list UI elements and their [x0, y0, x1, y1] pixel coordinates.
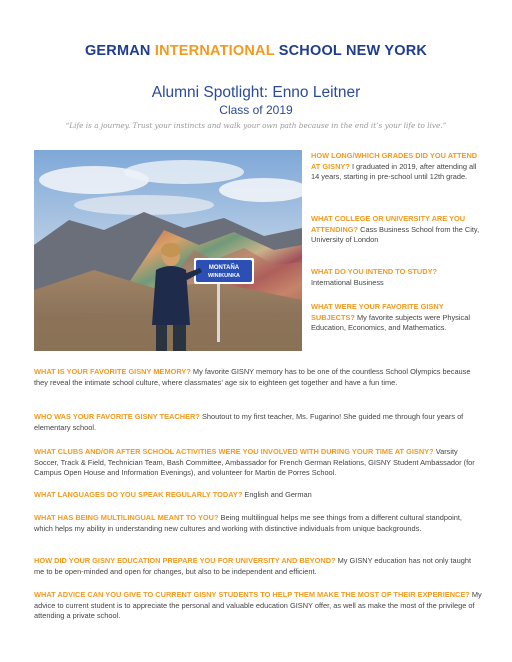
question-study: WHAT DO YOU INTEND TO STUDY?	[311, 267, 438, 276]
mountain-landscape-image	[34, 150, 302, 351]
question-advice: WHAT ADVICE CAN YOU GIVE TO CURRENT GISNY STUDENTS TO HELP THEM MAKE THE MOST OF THEIR EXPERIENCE?	[34, 590, 470, 599]
question-memory: WHAT IS YOUR FAVORITE GISNY MEMORY?	[34, 367, 191, 376]
answer-languages: English and German	[244, 490, 312, 499]
sign-line-2: WINIKUNKA	[207, 273, 241, 279]
answer-college: Cass Business School from the City, University of London	[311, 224, 480, 245]
qa-memory	[34, 367, 482, 388]
school-name-part2: INTERNATIONAL	[154, 43, 275, 59]
question-clubs: WHAT CLUBS AND/OR AFTER SCHOOL ACTIVITIES WERE YOU INVOLVED WITH DURING YOUR TIME AT GISNY?	[34, 447, 434, 456]
qa-study	[311, 267, 486, 288]
school-name-part3: SCHOOL NEW YORK	[278, 43, 428, 59]
question-college: WHAT COLLEGE OR UNIVERSITY ARE YOU ATTENDING?	[311, 214, 466, 234]
question-grades: HOW LONG/WHICH GRADES DID YOU ATTEND AT GISNY?	[311, 151, 478, 171]
answer-study: International Business	[311, 277, 384, 287]
page-title: Alumni Spotlight: Enno Leitner	[151, 84, 361, 101]
class-year: Class of 2019	[219, 103, 293, 117]
question-teacher: WHO WAS YOUR FAVORITE GISNY TEACHER?	[34, 412, 200, 421]
question-preparation: HOW DID YOUR GISNY EDUCATION PREPARE YOU FOR UNIVERSITY AND BEYOND?	[34, 556, 336, 565]
qa-advice	[34, 590, 482, 622]
qa-preparation	[34, 556, 482, 577]
qa-subjects	[311, 302, 486, 334]
school-name	[0, 43, 512, 59]
answer-memory: My favorite GISNY memory has to be one of the countless School Olympics because they reveal the intimate school culture, where classmates’ age six to eighteen get together and have a fun time.	[34, 367, 471, 387]
qa-teacher	[34, 412, 482, 433]
answer-multilingual: Being multilingual helps me see things from a different cultural standpoint, which helps my ability in understanding new cultures and working with distinctive individuals from unique backgrounds.	[34, 513, 462, 533]
answer-clubs: Varsity Soccer, Track & Field, Technician Team, Bash Committee, Ambassador for French German Relations, GISNY Student Ambassador (for Campus Open House and Information Evenings), and volunteer for Martin de Porres School.	[34, 447, 475, 478]
answer-teacher: Shoutout to my first teacher, Ms. Fugarino! She guided me through four years of elementary school.	[34, 412, 464, 432]
quote: “Life is a journey. Trust your instincts and walk your own path because in the end it’s your life to live.”	[65, 121, 447, 130]
question-subjects: WHAT WERE YOUR FAVORITE GISNY SUBJECTS?	[311, 302, 444, 322]
qa-languages	[34, 490, 482, 501]
question-languages: WHAT LANGUAGES DO YOU SPEAK REGULARLY TODAY?	[34, 490, 243, 499]
sign-line-1: MONTAÑA	[208, 265, 240, 271]
answer-advice: My advice to current student is to appreciate the personal and valuable education GISNY offer, as well as make the most of the privilege of attending a private school.	[34, 590, 482, 621]
answer-preparation: My GISNY education has not only taught me to be open-minded and open for changes, but also to be independent and efficient.	[34, 556, 471, 576]
answer-subjects: My favorite subjects were Physical Education, Economics, and Mathematics.	[311, 312, 470, 333]
qa-clubs	[34, 447, 482, 479]
alumni-photo	[34, 150, 302, 351]
school-name-part1: GERMAN	[84, 43, 151, 59]
question-multilingual: WHAT HAS BEING MULTILINGUAL MEANT TO YOU?	[34, 513, 219, 522]
qa-grades	[311, 151, 486, 183]
qa-multilingual	[34, 513, 482, 534]
qa-college	[311, 214, 486, 246]
answer-grades: I graduated in 2019, after attending all 14 years, starting in pre-school until 12th grade.	[311, 161, 477, 182]
